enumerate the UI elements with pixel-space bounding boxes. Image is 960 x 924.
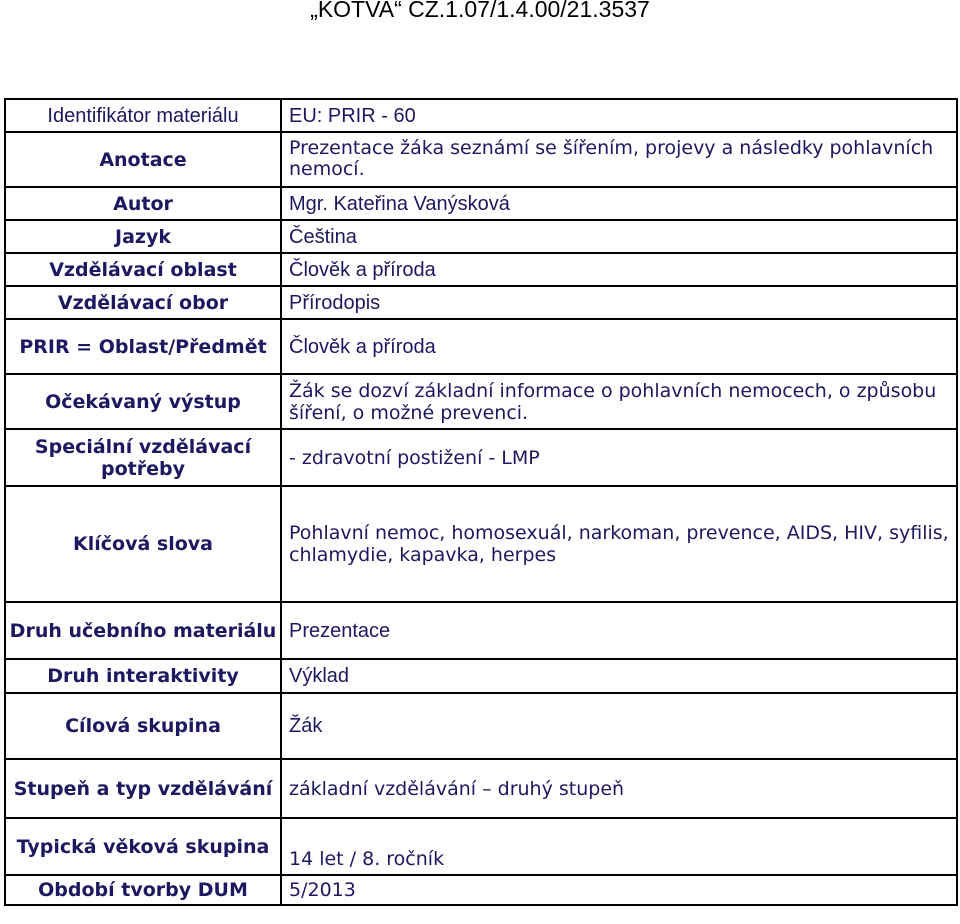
row-value-education-area: Člověk a příroda bbox=[281, 253, 957, 286]
table-row bbox=[5, 759, 957, 818]
row-label-expected-outcome: Očekávaný výstup bbox=[5, 374, 281, 429]
row-label-age-group: Typická věková skupina bbox=[5, 818, 281, 875]
row-value-identifier: EU: PRIR - 60 bbox=[281, 99, 957, 132]
table-row bbox=[5, 220, 957, 253]
table-row bbox=[5, 659, 957, 693]
row-value-age-group: 14 let / 8. ročník bbox=[281, 818, 957, 875]
table-row bbox=[5, 374, 957, 429]
table-row bbox=[5, 253, 957, 286]
row-value-annotation: Prezentace žáka seznámí se šířením, projevy a následky pohlavních nemocí. bbox=[281, 132, 957, 187]
row-label-identifier: Identifikátor materiálu bbox=[5, 99, 281, 132]
row-label-education-field: Vzdělávací obor bbox=[5, 286, 281, 319]
row-label-annotation: Anotace bbox=[5, 132, 281, 187]
row-label-author: Autor bbox=[5, 187, 281, 220]
row-value-author: Mgr. Kateřina Vanýsková bbox=[281, 187, 957, 220]
table-row bbox=[5, 187, 957, 220]
table-row bbox=[5, 286, 957, 319]
row-label-keywords: Klíčová slova bbox=[5, 486, 281, 602]
table-row bbox=[5, 99, 957, 132]
row-value-interactivity-type: Výklad bbox=[281, 659, 957, 693]
row-value-language: Čeština bbox=[281, 220, 957, 253]
table-row bbox=[5, 818, 957, 875]
row-value-target-group: Žák bbox=[281, 693, 957, 759]
row-value-material-type: Prezentace bbox=[281, 602, 957, 659]
table-row bbox=[5, 875, 957, 905]
project-code-title: „KOTVA“ CZ.1.07/1.4.00/21.3537 bbox=[310, 0, 650, 22]
row-value-creation-period: 5/2013 bbox=[281, 875, 957, 905]
row-label-interactivity-type: Druh interaktivity bbox=[5, 659, 281, 693]
material-metadata-table bbox=[4, 98, 958, 906]
row-label-material-type: Druh učebního materiálu bbox=[5, 602, 281, 659]
table-row bbox=[5, 693, 957, 759]
row-value-expected-outcome: Žák se dozví základní informace o pohlavních nemocech, o způsobu šíření, o možné prevenci. bbox=[281, 374, 957, 429]
table-row bbox=[5, 602, 957, 659]
table-row bbox=[5, 319, 957, 374]
row-value-area-subject: Člověk a příroda bbox=[281, 319, 957, 374]
row-label-creation-period: Období tvorby DUM bbox=[5, 875, 281, 905]
row-value-education-field: Přírodopis bbox=[281, 286, 957, 319]
row-value-keywords: Pohlavní nemoc, homosexuál, narkoman, prevence, AIDS, HIV, syfilis, chlamydie, kapavka, herpes bbox=[281, 486, 957, 602]
row-label-language: Jazyk bbox=[5, 220, 281, 253]
row-label-special-needs: Speciální vzdělávací potřeby bbox=[5, 429, 281, 486]
table-row bbox=[5, 429, 957, 486]
row-value-special-needs: - zdravotní postižení - LMP bbox=[281, 429, 957, 486]
row-label-target-group: Cílová skupina bbox=[5, 693, 281, 759]
table-row bbox=[5, 132, 957, 187]
row-label-education-area: Vzdělávací oblast bbox=[5, 253, 281, 286]
row-label-education-level: Stupeň a typ vzdělávání bbox=[5, 759, 281, 818]
table-row bbox=[5, 486, 957, 602]
row-value-education-level: základní vzdělávání – druhý stupeň bbox=[281, 759, 957, 818]
row-label-area-subject: PRIR = Oblast/Předmět bbox=[5, 319, 281, 374]
